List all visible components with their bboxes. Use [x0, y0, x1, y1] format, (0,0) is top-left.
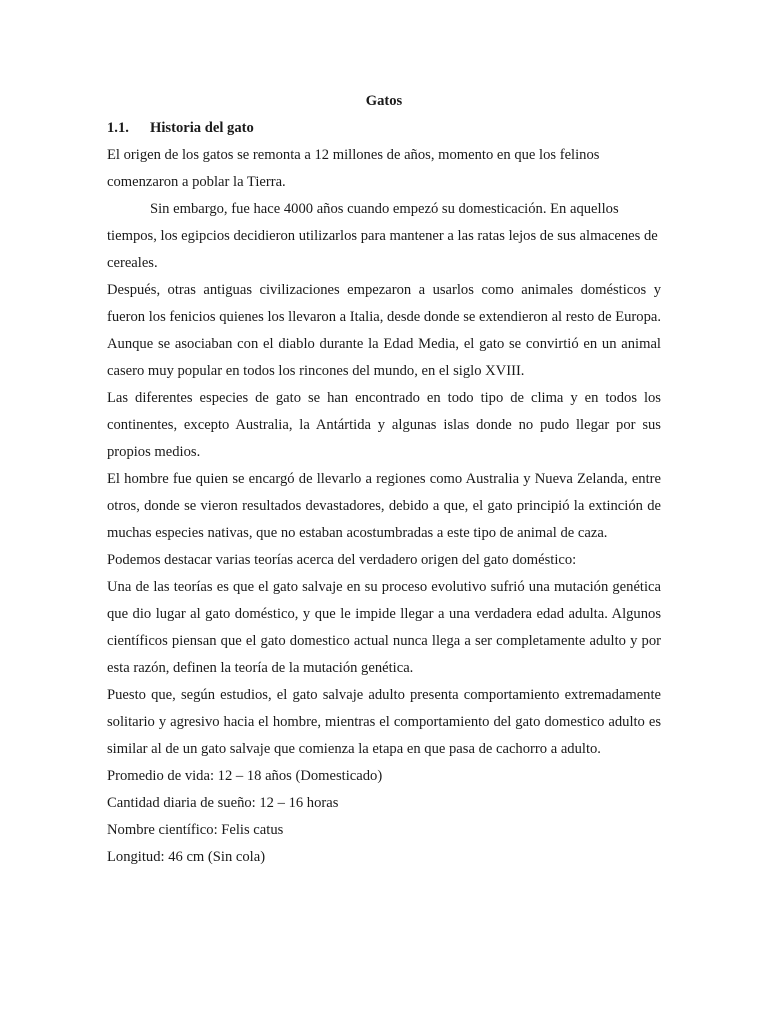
- paragraph-origin: El origen de los gatos se remonta a 12 millones de años, momento en que los felinos comenzaron a poblar la Tierra.: [107, 147, 600, 190]
- paragraph-human-impact: El hombre fue quien se encargó de llevarlo a regiones como Australia y Nueva Zelanda, entre otros, donde se vieron resultados devastadores, debido a que, el gato principió la extinción de muchas especies nativas, que no estaban acostumbradas a este tipo de animal de caza.: [107, 471, 661, 541]
- paragraph-behavior: Puesto que, según estudios, el gato salvaje adulto presenta comportamiento extremadamente solitario y agresivo hacia el hombre, mientras el comportamiento del gato domestico adulto es similar al de un gato salvaje que comienza la etapa en que pasa de cachorro a adulto.: [107, 687, 661, 757]
- paragraph-domestication: Sin embargo, fue hace 4000 años cuando empezó su domesticación. En aquellos tiempos, los egipcios decidieron utilizarlos para mantener a las ratas lejos de sus almacenes de cereales.: [107, 201, 658, 271]
- section-title: Historia del gato: [150, 120, 254, 136]
- paragraph-civilizations: Después, otras antiguas civilizaciones empezaron a usarlos como animales domésticos y fueron los fenicios quienes los llevaron a Italia, desde donde se extendieron al resto de Europa. Aunque se asociaban con el diablo durante la Edad Media, el gato se convirtió en un animal casero muy popular en todos los rincones del mundo, en el siglo XVIII.: [107, 282, 661, 379]
- paragraph-species: Las diferentes especies de gato se han encontrado en todo tipo de clima y en todos los continentes, excepto Australia, la Antártida y algunas islas donde no pudo llegar por sus propios medios.: [107, 390, 661, 460]
- fact-lifespan: Promedio de vida: 12 – 18 años (Domesticado): [107, 768, 383, 784]
- fact-sleep: Cantidad diaria de sueño: 12 – 16 horas: [107, 795, 339, 811]
- section-heading: [107, 115, 661, 142]
- paragraph-theories-intro: Podemos destacar varias teorías acerca del verdadero origen del gato doméstico:: [107, 552, 577, 568]
- fact-length: Longitud: 46 cm (Sin cola): [107, 849, 266, 865]
- document-title: Gatos: [365, 93, 403, 109]
- paragraph-mutation-theory: Una de las teorías es que el gato salvaje en su proceso evolutivo sufrió una mutación genética que dio lugar al gato doméstico, y que le impide llegar a una verdadera edad adulta. Algunos científicos piensan que el gato domestico actual nunca llega a ser completamente adulto y por esta razón, definen la teoría de la mutación genética.: [107, 579, 661, 676]
- fact-scientific-name: Nombre científico: Felis catus: [107, 822, 284, 838]
- document-page: [107, 88, 661, 871]
- section-number: 1.1.: [107, 120, 129, 136]
